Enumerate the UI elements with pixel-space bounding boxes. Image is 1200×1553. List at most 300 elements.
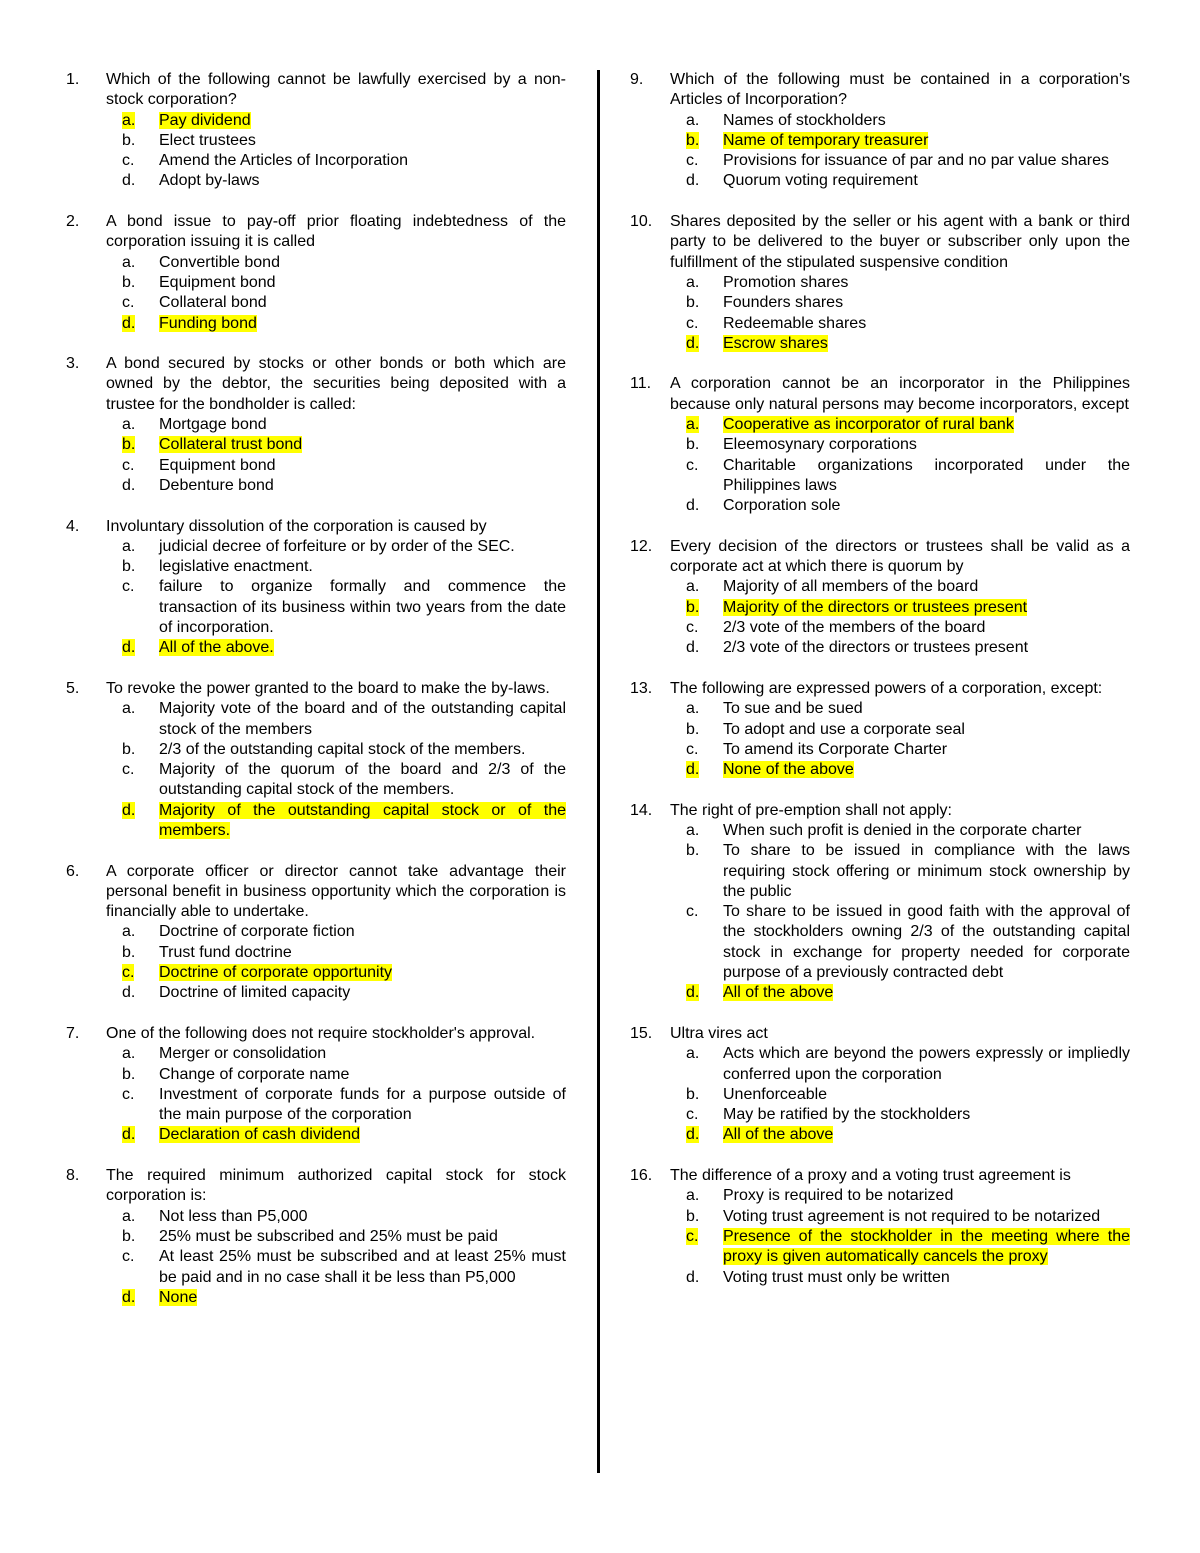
answer-option xyxy=(630,902,1130,983)
answer-option xyxy=(66,699,566,740)
option-text xyxy=(159,415,566,435)
question-number: 3. xyxy=(66,355,80,373)
option-label xyxy=(122,1065,159,1085)
option-text-content: Escrow shares xyxy=(723,334,828,352)
option-list xyxy=(66,415,566,496)
option-label-text: c. xyxy=(122,761,135,779)
option-label-text: a. xyxy=(122,923,136,941)
option-label-text: b. xyxy=(686,842,700,860)
answer-option xyxy=(66,943,566,963)
right-column xyxy=(630,70,1130,1308)
question-number: 1. xyxy=(66,71,80,88)
option-label xyxy=(686,1207,723,1227)
option-label-text: a. xyxy=(686,111,700,129)
question-number: 8. xyxy=(66,1167,80,1185)
answer-option xyxy=(630,720,1130,740)
option-text-content: At least 25% must be subscribed and at least 25% must be paid and in no case shall it be less than P5,000 xyxy=(159,1248,566,1286)
answer-option xyxy=(66,293,566,313)
answer-option xyxy=(66,1044,566,1064)
option-label-text: c. xyxy=(122,1248,135,1266)
option-label xyxy=(122,983,159,1003)
option-label-text: a. xyxy=(686,700,700,718)
option-text-content: Collateral trust bond xyxy=(159,436,303,454)
option-list xyxy=(630,577,1130,658)
option-label-text: c. xyxy=(686,1227,699,1245)
option-label-text: a. xyxy=(686,1045,700,1063)
option-text-content: Names of stockholders xyxy=(723,111,886,129)
option-text-content: Cooperative as incorporator of rural bank xyxy=(723,416,1014,434)
option-text-content: To share to be issued in compliance with the laws requiring stock offering or minimum stock ownership by the public xyxy=(723,842,1130,900)
option-label-text: b. xyxy=(686,294,700,312)
option-label xyxy=(122,638,159,658)
option-list xyxy=(66,111,566,192)
answer-option xyxy=(630,577,1130,597)
option-label xyxy=(686,314,723,334)
option-label xyxy=(122,131,159,151)
option-label xyxy=(686,334,723,354)
option-label xyxy=(686,841,723,902)
option-label xyxy=(686,171,723,191)
option-label xyxy=(686,496,723,516)
question xyxy=(66,212,566,334)
option-label-text: b. xyxy=(122,740,136,758)
option-list xyxy=(66,699,566,841)
option-text xyxy=(723,293,1130,313)
option-label xyxy=(686,131,723,151)
answer-option xyxy=(630,293,1130,313)
option-text xyxy=(159,577,566,638)
option-label xyxy=(686,760,723,780)
option-label-text: d. xyxy=(122,639,136,657)
question-line xyxy=(66,517,566,537)
option-label xyxy=(686,1268,723,1288)
option-text xyxy=(159,983,566,1003)
option-text xyxy=(723,699,1130,719)
option-label xyxy=(122,293,159,313)
option-text-content: Merger or consolidation xyxy=(159,1045,327,1063)
option-text xyxy=(723,496,1130,516)
option-text-content: Debenture bond xyxy=(159,476,274,494)
option-text-content: 2/3 vote of the members of the board xyxy=(723,619,986,637)
question-number: 11. xyxy=(630,375,652,393)
question-number: 5. xyxy=(66,679,80,697)
question-text: To revoke the power granted to the board to make the by-laws. xyxy=(106,679,550,697)
option-text xyxy=(159,699,566,740)
question xyxy=(630,1024,1130,1146)
option-label-text: a. xyxy=(122,416,136,434)
option-label-text: d. xyxy=(686,1126,700,1144)
option-text xyxy=(723,983,1130,1003)
option-label-text: c. xyxy=(122,294,135,312)
option-text-content: Equipment bond xyxy=(159,456,276,474)
option-text xyxy=(723,314,1130,334)
option-text xyxy=(159,111,566,131)
option-label-text: a. xyxy=(686,578,700,596)
option-label-text: d. xyxy=(122,476,136,494)
option-text-content: judicial decree of forfeiture or by order of the SEC. xyxy=(159,537,515,555)
answer-option xyxy=(66,1207,566,1227)
answer-option xyxy=(66,415,566,435)
question-line xyxy=(630,212,1130,273)
question-line xyxy=(66,1166,566,1207)
option-label xyxy=(686,902,723,983)
option-list xyxy=(630,699,1130,780)
question-number: 15. xyxy=(630,1024,653,1042)
option-text xyxy=(723,740,1130,760)
answer-option xyxy=(66,922,566,942)
option-label-text: d. xyxy=(686,984,700,1002)
option-text-content: Majority of all members of the board xyxy=(723,578,979,596)
option-text-content: Eleemosynary corporations xyxy=(723,436,917,454)
option-text xyxy=(159,435,566,455)
option-label xyxy=(686,821,723,841)
option-text-content: Equipment bond xyxy=(159,273,276,291)
option-label xyxy=(122,456,159,476)
answer-option xyxy=(66,1227,566,1247)
option-label-text: c. xyxy=(686,314,699,332)
option-text-content: Funding bond xyxy=(159,314,257,332)
answer-option-highlighted xyxy=(630,1227,1130,1268)
answer-option xyxy=(630,496,1130,516)
option-label xyxy=(122,963,159,983)
question-number: 2. xyxy=(66,213,80,231)
option-text-content: Majority of the outstanding capital stock or of the members. xyxy=(159,801,566,839)
option-label-text: a. xyxy=(686,1187,700,1205)
option-label-text: d. xyxy=(686,172,700,190)
answer-option xyxy=(66,760,566,801)
answer-option xyxy=(630,1044,1130,1085)
option-label xyxy=(686,1125,723,1145)
option-list xyxy=(66,537,566,659)
option-text xyxy=(159,171,566,191)
option-text xyxy=(159,456,566,476)
option-text-content: All of the above xyxy=(723,984,834,1002)
option-text xyxy=(159,557,566,577)
option-label xyxy=(122,1247,159,1288)
question-number: 12. xyxy=(630,537,653,555)
option-text-content: When such profit is denied in the corporate charter xyxy=(723,821,1082,839)
answer-option-highlighted xyxy=(66,963,566,983)
option-label xyxy=(122,557,159,577)
option-label xyxy=(686,699,723,719)
answer-option xyxy=(66,1065,566,1085)
question xyxy=(630,212,1130,354)
option-label-text: b. xyxy=(122,1065,136,1083)
answer-option xyxy=(630,841,1130,902)
option-label-text: c. xyxy=(686,619,699,637)
answer-option xyxy=(66,456,566,476)
option-text xyxy=(723,577,1130,597)
option-label-text: d. xyxy=(686,497,700,515)
option-label xyxy=(686,1085,723,1105)
answer-option-highlighted xyxy=(66,1288,566,1308)
option-label xyxy=(122,801,159,842)
option-label-text: d. xyxy=(122,1288,136,1306)
option-label-text: c. xyxy=(686,740,699,758)
option-text xyxy=(723,618,1130,638)
option-label xyxy=(122,476,159,496)
option-label xyxy=(686,638,723,658)
option-label-text: a. xyxy=(122,537,136,555)
option-label-text: c. xyxy=(122,1085,135,1103)
option-text-content: Doctrine of corporate fiction xyxy=(159,923,355,941)
option-label-text: b. xyxy=(122,131,136,149)
option-label xyxy=(122,435,159,455)
option-text xyxy=(723,638,1130,658)
option-text xyxy=(159,1125,566,1145)
question xyxy=(66,679,566,841)
option-list xyxy=(66,922,566,1003)
option-label xyxy=(122,1085,159,1126)
option-text xyxy=(723,435,1130,455)
option-text-content: Corporation sole xyxy=(723,497,841,515)
option-label-text: a. xyxy=(122,1207,136,1225)
option-text xyxy=(159,943,566,963)
question-text: A bond issue to pay-off prior floating indebtedness of the corporation issuing it is called xyxy=(106,213,566,251)
option-label xyxy=(122,699,159,740)
option-text xyxy=(723,1044,1130,1085)
question xyxy=(630,70,1130,192)
option-list xyxy=(630,111,1130,192)
option-text xyxy=(159,1065,566,1085)
question-text: The right of pre-emption shall not apply: xyxy=(670,801,952,819)
option-text xyxy=(723,760,1130,780)
option-text xyxy=(159,1247,566,1288)
option-label-text: c. xyxy=(686,152,699,170)
option-text xyxy=(159,476,566,496)
option-text-content: All of the above xyxy=(723,1126,834,1144)
question-text: Which of the following must be contained in a corporation's Articles of Incorporation? xyxy=(670,71,1130,109)
answer-option xyxy=(630,1207,1130,1227)
question xyxy=(630,679,1130,780)
option-text-content: Majority of the quorum of the board and 2/3 of the outstanding capital stock of the members. xyxy=(159,761,566,799)
question-text: Shares deposited by the seller or his agent with a bank or third party to be delivered to the buyer or subscriber only upon the fulfillment of the stipulated suspensive condition xyxy=(670,213,1130,271)
option-text-content: 25% must be subscribed and 25% must be paid xyxy=(159,1227,498,1245)
option-label xyxy=(122,273,159,293)
answer-option xyxy=(66,1085,566,1126)
option-text xyxy=(159,638,566,658)
option-label-text: a. xyxy=(122,111,136,129)
answer-option-highlighted xyxy=(630,1125,1130,1145)
option-label xyxy=(686,456,723,497)
option-text-content: Not less than P5,000 xyxy=(159,1207,308,1225)
question-line xyxy=(66,70,566,111)
question-number: 14. xyxy=(630,801,653,819)
option-text xyxy=(723,456,1130,497)
answer-option xyxy=(66,1247,566,1288)
option-label-text: b. xyxy=(686,1085,700,1103)
option-label-text: d. xyxy=(686,639,700,657)
option-label xyxy=(686,1186,723,1206)
answer-option xyxy=(630,171,1130,191)
option-text xyxy=(159,760,566,801)
left-column xyxy=(66,70,566,1328)
question-number: 9. xyxy=(630,71,644,88)
answer-option xyxy=(66,476,566,496)
option-text xyxy=(159,1044,566,1064)
option-label-text: d. xyxy=(686,334,700,352)
question xyxy=(630,374,1130,516)
question-line xyxy=(66,1024,566,1044)
answer-option xyxy=(630,1085,1130,1105)
option-list xyxy=(630,415,1130,516)
option-label xyxy=(686,598,723,618)
option-label-text: d. xyxy=(122,314,136,332)
option-text xyxy=(159,131,566,151)
option-label-text: a. xyxy=(686,416,700,434)
question-line xyxy=(630,374,1130,415)
option-label-text: c. xyxy=(122,964,135,982)
option-label xyxy=(122,577,159,638)
question-line xyxy=(66,679,566,699)
answer-option xyxy=(66,537,566,557)
question-line xyxy=(630,1166,1130,1186)
question-line xyxy=(66,354,566,415)
option-label xyxy=(686,983,723,1003)
option-text xyxy=(723,151,1130,171)
option-label xyxy=(686,111,723,131)
option-text xyxy=(723,171,1130,191)
option-text-content: Unenforceable xyxy=(723,1085,828,1103)
option-text xyxy=(723,720,1130,740)
answer-option-highlighted xyxy=(630,760,1130,780)
answer-option-highlighted xyxy=(66,314,566,334)
option-text-content: failure to organize formally and commence the transaction of its business within two years from the date of incorporation. xyxy=(159,578,566,637)
option-text xyxy=(159,293,566,313)
question-line xyxy=(630,537,1130,578)
answer-option xyxy=(630,1105,1130,1125)
option-text-content: Change of corporate name xyxy=(159,1065,350,1083)
answer-option-highlighted xyxy=(630,415,1130,435)
answer-option xyxy=(66,983,566,1003)
option-label xyxy=(686,1105,723,1125)
option-text-content: Provisions for issuance of par and no par value shares xyxy=(723,152,1109,170)
option-text-content: Voting trust must only be written xyxy=(723,1268,950,1286)
option-text xyxy=(723,902,1130,983)
option-text-content: All of the above. xyxy=(159,639,274,657)
option-label xyxy=(686,1227,723,1268)
option-text xyxy=(159,1207,566,1227)
option-text-content: Doctrine of limited capacity xyxy=(159,984,351,1002)
answer-option xyxy=(630,314,1130,334)
answer-option-highlighted xyxy=(630,131,1130,151)
question xyxy=(66,354,566,496)
option-label xyxy=(686,435,723,455)
answer-option xyxy=(630,638,1130,658)
option-text-content: Acts which are beyond the powers expressly or impliedly conferred upon the corporation xyxy=(723,1045,1130,1083)
answer-option-highlighted xyxy=(630,983,1130,1003)
column-divider xyxy=(597,70,600,1473)
answer-option xyxy=(630,273,1130,293)
question-line xyxy=(630,70,1130,111)
question-number: 10. xyxy=(630,213,653,231)
option-label xyxy=(122,1207,159,1227)
option-text xyxy=(723,111,1130,131)
answer-option xyxy=(66,131,566,151)
option-text-content: legislative enactment. xyxy=(159,558,313,576)
question-number: 6. xyxy=(66,862,80,880)
option-text-content: Voting trust agreement is not required to be notarized xyxy=(723,1207,1101,1225)
question-text: A corporation cannot be an incorporator in the Philippines because only natural persons may become incorporators, except xyxy=(670,375,1130,413)
answer-option-highlighted xyxy=(66,801,566,842)
option-text xyxy=(159,151,566,171)
option-label-text: b. xyxy=(686,131,700,149)
question-number: 16. xyxy=(630,1167,653,1185)
question-text: Which of the following cannot be lawfully exercised by a non-stock corporation? xyxy=(106,71,566,109)
question xyxy=(630,801,1130,1004)
answer-option xyxy=(630,699,1130,719)
option-text-content: Declaration of cash dividend xyxy=(159,1126,361,1144)
option-text-content: Presence of the stockholder in the meeting where the proxy is given automatically cancels the proxy xyxy=(723,1227,1130,1266)
option-text-content: None of the above xyxy=(723,761,854,779)
option-text-content: None xyxy=(159,1288,198,1306)
option-text xyxy=(159,740,566,760)
option-label-text: b. xyxy=(122,436,136,454)
option-label-text: a. xyxy=(686,273,700,291)
option-label-text: b. xyxy=(686,598,700,616)
question-line xyxy=(630,1024,1130,1044)
option-label-text: c. xyxy=(122,152,135,170)
option-text-content: Name of temporary treasurer xyxy=(723,131,929,149)
option-text-content: Founders shares xyxy=(723,294,844,312)
option-text-content: Quorum voting requirement xyxy=(723,172,918,190)
option-text xyxy=(723,1268,1130,1288)
option-label-text: d. xyxy=(686,761,700,779)
option-list xyxy=(630,273,1130,354)
answer-option-highlighted xyxy=(630,334,1130,354)
answer-option xyxy=(66,171,566,191)
option-label-text: a. xyxy=(122,253,136,271)
question-text: A corporate officer or director cannot take advantage their personal benefit in business opportunity which the corporation is financially able to undertake. xyxy=(106,862,566,921)
question-text: Ultra vires act xyxy=(670,1024,768,1042)
question-line xyxy=(630,679,1130,699)
option-label xyxy=(122,537,159,557)
option-label xyxy=(686,293,723,313)
question-line xyxy=(630,801,1130,821)
option-list xyxy=(66,1207,566,1308)
option-text xyxy=(159,801,566,842)
option-label xyxy=(686,618,723,638)
option-text-content: Collateral bond xyxy=(159,294,267,312)
question-text: The following are expressed powers of a corporation, except: xyxy=(670,679,1103,697)
answer-option xyxy=(66,577,566,638)
option-text-content: Amend the Articles of Incorporation xyxy=(159,152,409,170)
option-label xyxy=(686,740,723,760)
answer-option xyxy=(630,1268,1130,1288)
option-list xyxy=(630,821,1130,1004)
option-text-content: To sue and be sued xyxy=(723,700,863,718)
option-text xyxy=(723,273,1130,293)
question-line xyxy=(66,212,566,253)
question-text: Every decision of the directors or trustees shall be valid as a corporate act at which there is quorum by xyxy=(670,537,1130,576)
question-text: The difference of a proxy and a voting trust agreement is xyxy=(670,1167,1071,1185)
option-label-text: d. xyxy=(686,1268,700,1286)
option-label-text: b. xyxy=(686,720,700,738)
answer-option xyxy=(66,273,566,293)
question-text: One of the following does not require stockholder's approval. xyxy=(106,1024,536,1042)
question xyxy=(66,862,566,1004)
option-label-text: d. xyxy=(122,172,136,190)
answer-option xyxy=(630,111,1130,131)
option-label xyxy=(686,1044,723,1085)
option-label-text: b. xyxy=(122,273,136,291)
option-label xyxy=(686,273,723,293)
option-text xyxy=(159,253,566,273)
option-text xyxy=(723,1207,1130,1227)
option-label-text: c. xyxy=(122,578,135,596)
question-number: 4. xyxy=(66,517,80,535)
option-label-text: d. xyxy=(122,801,136,819)
